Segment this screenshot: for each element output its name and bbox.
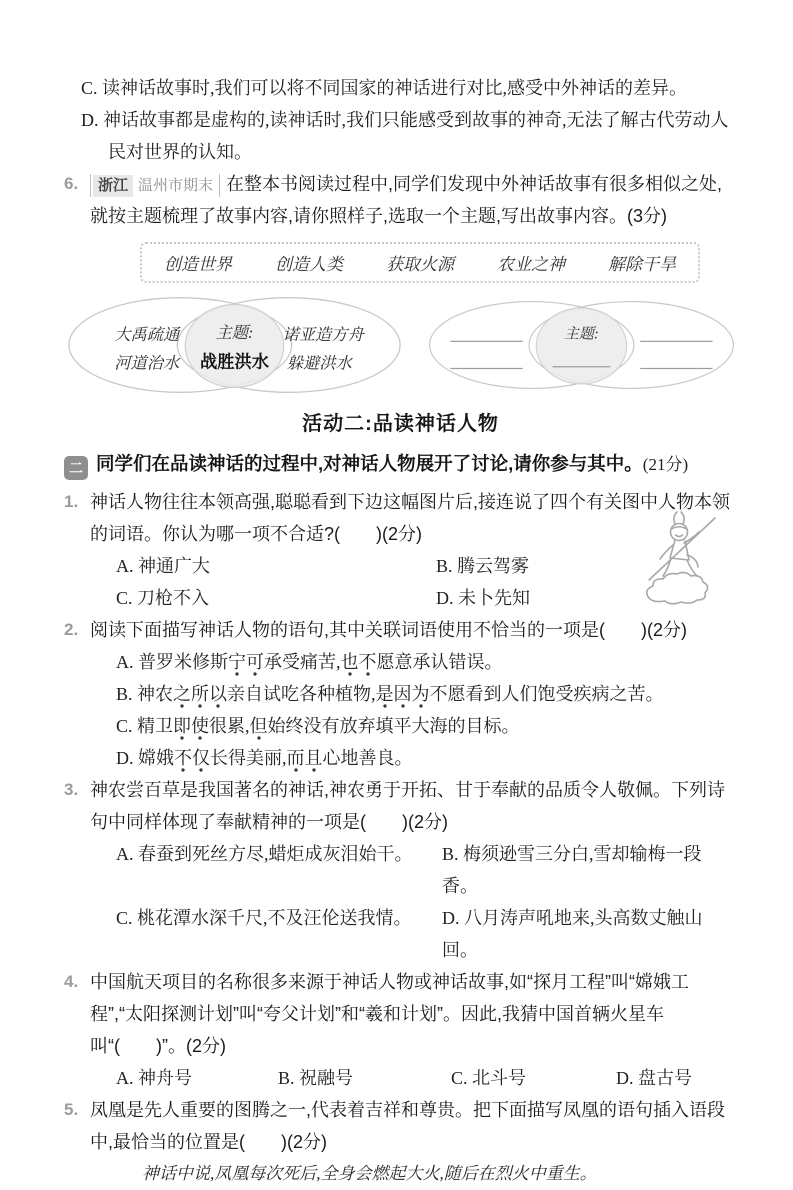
option-b: B. 腾云驾雾 bbox=[436, 556, 530, 576]
option-b: B. 梅须逊雪三分白,雪却输梅一段香。 bbox=[442, 844, 702, 896]
question-2 bbox=[64, 614, 737, 774]
venn-example bbox=[64, 293, 404, 397]
emphasized-linking-word: 不仅 bbox=[174, 748, 210, 773]
emphasized-linking-word: 而且 bbox=[287, 748, 323, 773]
venn-theme-label: 主题: bbox=[215, 324, 254, 343]
option-d: D. 盘古号 bbox=[616, 1068, 692, 1088]
question-4 bbox=[64, 966, 737, 1094]
question-3-number: 3. bbox=[64, 780, 79, 799]
activity-2-heading: 活动二:品读神话人物 bbox=[302, 413, 499, 435]
question-1-number: 1. bbox=[64, 492, 79, 511]
option-a bbox=[116, 646, 737, 678]
venn-blank bbox=[425, 293, 737, 397]
emphasized-linking-word: 宁可 bbox=[228, 652, 264, 677]
option-a: A. 神舟号 bbox=[116, 1068, 192, 1088]
question-4-options bbox=[90, 1062, 737, 1094]
cloud-icon bbox=[647, 572, 708, 603]
option-c: C. 读神话故事时,我们可以将不同国家的神话进行对比,感受中外神话的差异。 bbox=[81, 78, 688, 98]
option-text-segment: 承受痛苦, bbox=[264, 652, 341, 672]
option-a: A. 春蚕到死丝方尽,蜡炬成灰泪始干。 bbox=[116, 844, 413, 864]
emphasized-linking-word: 但 bbox=[250, 716, 268, 741]
option-text-segment: A. 普罗米修斯 bbox=[116, 652, 228, 672]
question-1 bbox=[64, 486, 737, 614]
word-bank-item: 农业之神 bbox=[497, 255, 565, 274]
exam-source-label: 温州市期末 bbox=[138, 177, 214, 194]
previous-question-options bbox=[64, 72, 737, 168]
venn-center-shade bbox=[185, 305, 284, 388]
question-4-number: 4. bbox=[64, 972, 79, 991]
venn-center-shade bbox=[536, 308, 626, 384]
word-bank-item: 创造世界 bbox=[164, 255, 232, 274]
monkey-king-illustration bbox=[633, 508, 729, 610]
option-d: D. 未卜先知 bbox=[436, 588, 530, 608]
question-4-stem: 中国航天项目的名称很多来源于神话人物或神话故事,如“探月工程”叫“嫦娥工程”,“太阳探测计划”叫“夸父计划”和“羲和计划”。因此,我猜中国首辆火星车叫“( )”。(2分) bbox=[90, 972, 689, 1056]
exam-region-label: 浙江 bbox=[93, 175, 133, 197]
option-text-segment: 很累, bbox=[209, 716, 250, 736]
section-2-lead-text: 同学们在品读神话的过程中,对神话人物展开了讨论,请你参与其中。 bbox=[96, 453, 643, 474]
emphasized-linking-word: 之所以 bbox=[173, 684, 227, 709]
option-text-segment: C. 精卫 bbox=[116, 716, 174, 736]
option-text-segment: 长得美丽, bbox=[210, 748, 287, 768]
word-bank-item: 获取火源 bbox=[386, 255, 454, 274]
option-d: D. 八月涛声吼地来,头高数丈触山回。 bbox=[442, 908, 703, 960]
option-text-segment: 不愿看到人们饱受疾病之苦。 bbox=[429, 684, 664, 704]
emphasized-linking-word: 也不 bbox=[341, 652, 377, 677]
option-d bbox=[116, 742, 737, 774]
question-6-stem-text: 在整本书阅读过程中,同学们发现中外神话故事有很多相似之处,就按主题梳理了故事内容,请你照样子,选取一个主题,写出故事内容。(3分) bbox=[90, 174, 723, 226]
venn-theme-label: 主题: bbox=[564, 326, 599, 343]
option-c: C. 北斗号 bbox=[451, 1068, 527, 1088]
option-a: A. 神通广大 bbox=[116, 556, 210, 576]
word-bank bbox=[140, 242, 700, 283]
emphasized-linking-word: 是因为 bbox=[376, 684, 430, 709]
venn-right-story-line1: 诺亚造方舟 bbox=[282, 326, 364, 345]
question-2-stem: 阅读下面描写神话人物的语句,其中关联词语使用不恰当的一项是( )(2分) bbox=[90, 620, 687, 640]
question-2-number: 2. bbox=[64, 620, 79, 639]
emphasized-linking-word: 即使 bbox=[173, 716, 209, 741]
question-2-options bbox=[90, 646, 737, 774]
option-text-segment: 愿意承认错误。 bbox=[376, 652, 503, 672]
option-c bbox=[116, 710, 737, 742]
option-text-segment: B. 神农 bbox=[116, 684, 174, 704]
option-d: D. 神话故事都是虚构的,读神话时,我们只能感受到故事的神奇,无法了解古代劳动人民对世界的认知。 bbox=[81, 110, 729, 162]
option-c: C. 刀枪不入 bbox=[116, 588, 210, 608]
question-1-stem: 神话人物往往本领高强,聪聪看到下边这幅图片后,接连说了四个有关图中人物本领的词语。你认为哪一项不合适?( )(2分) bbox=[90, 492, 730, 544]
venn-left-story-line2: 河道治水 bbox=[114, 354, 180, 373]
option-b: B. 祝融号 bbox=[278, 1068, 354, 1088]
option-text-segment: 亲自试吃各种植物, bbox=[227, 684, 376, 704]
section-2-lead bbox=[64, 447, 737, 482]
word-bank-item: 解除干旱 bbox=[608, 255, 676, 274]
question-3 bbox=[64, 774, 737, 966]
section-2-badge: 二 bbox=[64, 456, 88, 480]
question-3-options bbox=[90, 838, 737, 966]
venn-left-story-line1: 大禹疏通 bbox=[114, 326, 180, 345]
question-5-quote: 神话中说,凤凰每次死后,全身会燃起大火,随后在烈火中重生。 bbox=[142, 1164, 597, 1183]
question-5-number: 5. bbox=[64, 1100, 79, 1119]
question-6-stem bbox=[90, 168, 737, 232]
section-2-score: (21分) bbox=[642, 455, 689, 474]
question-6-number: 6. bbox=[64, 174, 79, 193]
option-text-segment: 始终没有放弃填平大海的目标。 bbox=[267, 716, 520, 736]
option-b bbox=[116, 678, 737, 710]
question-6 bbox=[64, 168, 737, 232]
venn-theme-value: 战胜洪水 bbox=[200, 351, 269, 372]
word-bank-item: 创造人类 bbox=[275, 255, 343, 274]
option-text-segment: 心地善良。 bbox=[322, 748, 413, 768]
option-text-segment: D. 嫦娥 bbox=[116, 748, 174, 768]
question-5-stem: 凤凰是先人重要的图腾之一,代表着吉祥和尊贵。把下面描写凤凰的语句插入语段中,最恰当的位置是( )(2分) bbox=[90, 1100, 725, 1152]
venn-right-story-line2: 躲避洪水 bbox=[286, 354, 352, 373]
option-c: C. 桃花潭水深千尺,不及汪伦送我情。 bbox=[116, 908, 412, 928]
question-5 bbox=[64, 1094, 737, 1190]
theme-venn-diagrams bbox=[64, 293, 737, 397]
exam-source-tag bbox=[90, 174, 220, 197]
question-3-stem: 神农尝百草是我国著名的神话,神农勇于开拓、甘于奉献的品质令人敬佩。下列诗句中同样体现了奉献精神的一项是( )(2分) bbox=[90, 780, 725, 832]
